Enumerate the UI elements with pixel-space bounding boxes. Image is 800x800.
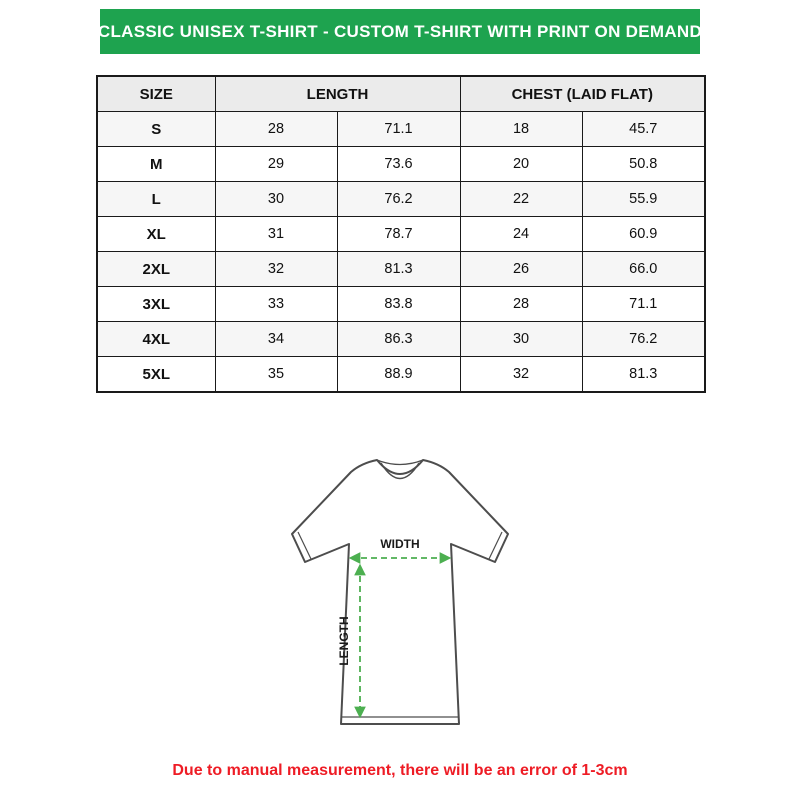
- tshirt-diagram: [250, 438, 550, 750]
- chest-cm-cell: 66.0: [582, 252, 705, 287]
- length-cm-cell: 86.3: [337, 322, 460, 357]
- length-in-cell: 32: [215, 252, 337, 287]
- chest-in-cell: 28: [460, 287, 582, 322]
- length-cm-cell: 78.7: [337, 217, 460, 252]
- chest-cm-cell: 55.9: [582, 182, 705, 217]
- length-in-cell: 34: [215, 322, 337, 357]
- size-cell: 2XL: [97, 252, 215, 287]
- size-cell: 3XL: [97, 287, 215, 322]
- table-row: [97, 217, 705, 252]
- length-cm-cell: 76.2: [337, 182, 460, 217]
- table-row: [97, 322, 705, 357]
- table-header-row: [97, 76, 705, 112]
- table-row: [97, 287, 705, 322]
- chest-cm-cell: 50.8: [582, 147, 705, 182]
- chest-in-cell: 22: [460, 182, 582, 217]
- length-label: LENGTH: [337, 616, 351, 666]
- length-cm-cell: 83.8: [337, 287, 460, 322]
- measurement-note: Due to manual measurement, there will be an error of 1-3cm: [172, 762, 628, 779]
- tshirt-outline: [292, 460, 508, 724]
- size-cell: M: [97, 147, 215, 182]
- header-size: SIZE: [97, 76, 215, 112]
- chest-in-cell: 26: [460, 252, 582, 287]
- size-cell: 4XL: [97, 322, 215, 357]
- width-label: WIDTH: [380, 537, 420, 551]
- length-cm-cell: 73.6: [337, 147, 460, 182]
- chest-cm-cell: 81.3: [582, 357, 705, 393]
- length-cm-cell: 81.3: [337, 252, 460, 287]
- table-row: [97, 357, 705, 393]
- chest-in-cell: 20: [460, 147, 582, 182]
- length-in-cell: 33: [215, 287, 337, 322]
- size-cell: 5XL: [97, 357, 215, 393]
- length-in-cell: 29: [215, 147, 337, 182]
- chest-cm-cell: 45.7: [582, 112, 705, 147]
- chest-cm-cell: 76.2: [582, 322, 705, 357]
- length-cm-cell: 88.9: [337, 357, 460, 393]
- size-chart-table: [96, 75, 706, 393]
- chest-in-cell: 32: [460, 357, 582, 393]
- size-cell: XL: [97, 217, 215, 252]
- size-cell: L: [97, 182, 215, 217]
- length-in-cell: 35: [215, 357, 337, 393]
- page-title: CLASSIC UNISEX T-SHIRT - CUSTOM T-SHIRT WITH PRINT ON DEMAND: [97, 21, 703, 41]
- table-row: [97, 147, 705, 182]
- chest-cm-cell: 71.1: [582, 287, 705, 322]
- length-in-cell: 30: [215, 182, 337, 217]
- chest-in-cell: 24: [460, 217, 582, 252]
- size-cell: S: [97, 112, 215, 147]
- back-collar-line: [377, 460, 423, 465]
- length-cm-cell: 71.1: [337, 112, 460, 147]
- table-row: [97, 182, 705, 217]
- table-row: [97, 112, 705, 147]
- header-chest: CHEST (LAID FLAT): [460, 76, 705, 112]
- table-row: [97, 252, 705, 287]
- header-length: LENGTH: [215, 76, 460, 112]
- chest-in-cell: 30: [460, 322, 582, 357]
- chest-cm-cell: 60.9: [582, 217, 705, 252]
- length-in-cell: 31: [215, 217, 337, 252]
- length-in-cell: 28: [215, 112, 337, 147]
- chest-in-cell: 18: [460, 112, 582, 147]
- title-banner: [97, 9, 703, 54]
